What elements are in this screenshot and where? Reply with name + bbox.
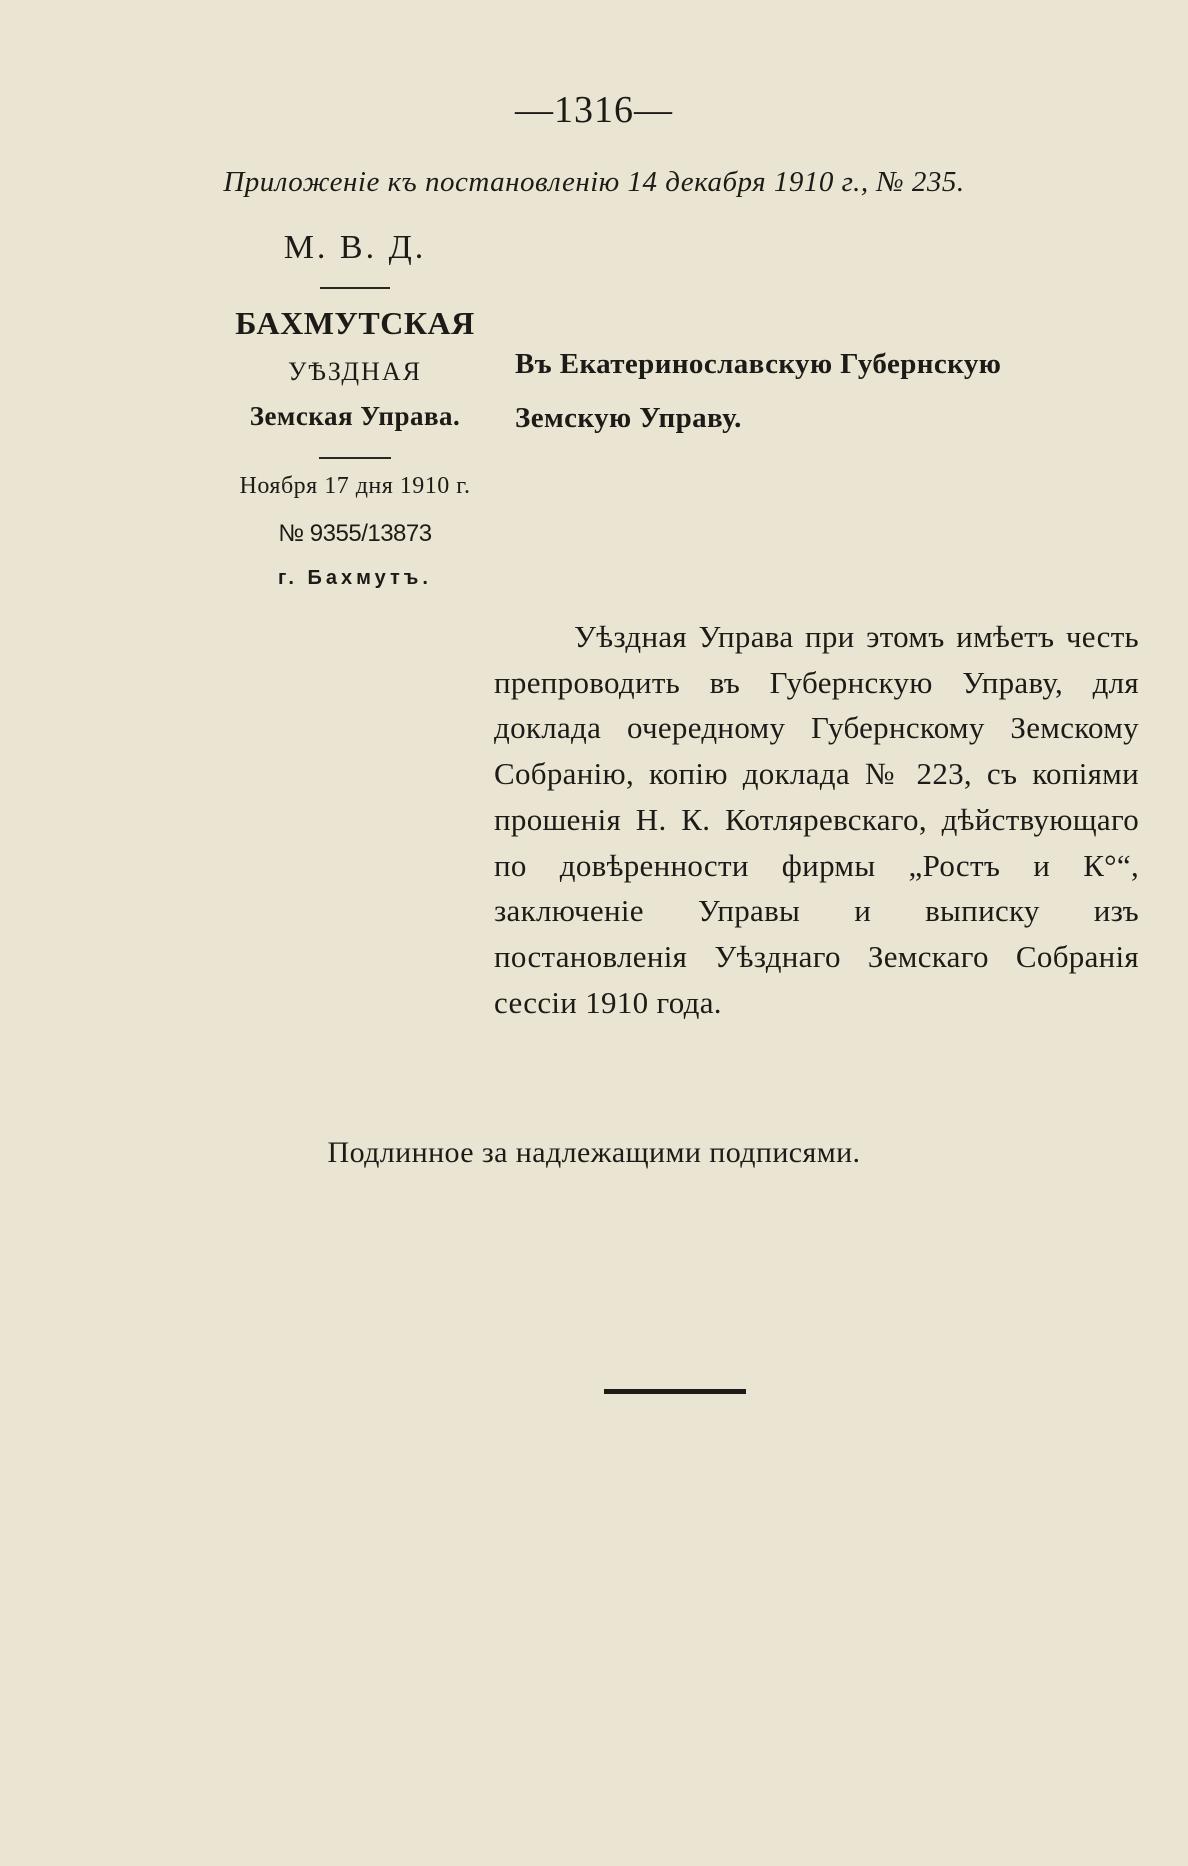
appendix-note: Приложеніе къ постановленію 14 декабря 1910 г., № 235. [223, 166, 965, 198]
page-number: —1316— [515, 89, 673, 131]
org-name: БАХМУТСКАЯ [235, 305, 475, 341]
org-body: Земская Управа. [249, 401, 461, 431]
document-number: № 9355/13873 [278, 520, 432, 547]
addressee-line-2: Земскую Управу. [515, 402, 742, 434]
signatures-note: Подлинное за надлежащими подписями. [327, 1136, 861, 1169]
letter-place: г. Бахмутъ. [278, 567, 432, 589]
end-rule [604, 1389, 746, 1394]
letter-date: Ноября 17 дня 1910 г. [239, 473, 471, 499]
addressee-line-1: Въ Екатеринославскую Губернскую [515, 348, 1002, 380]
org-type: УѢЗДНАЯ [288, 357, 422, 386]
letter-body: Уѣздная Управа при этомъ имѣетъ честь препроводить въ Губернскую Управу, для доклада очередному Губернскому Земскому Собранію, копію доклада № 223, съ копіями прошенія Н. К. Котляревскаго, дѣйствующаго по довѣренности фирмы „Ростъ и К°“, заключеніе Управы и выписку изъ постановленія Уѣзднаго Земскаго Собранія сессіи 1910 года. [494, 619, 1139, 1020]
divider-rule [320, 287, 390, 289]
divider-rule [319, 457, 391, 459]
ministry-abbr: М. В. Д. [283, 229, 427, 266]
